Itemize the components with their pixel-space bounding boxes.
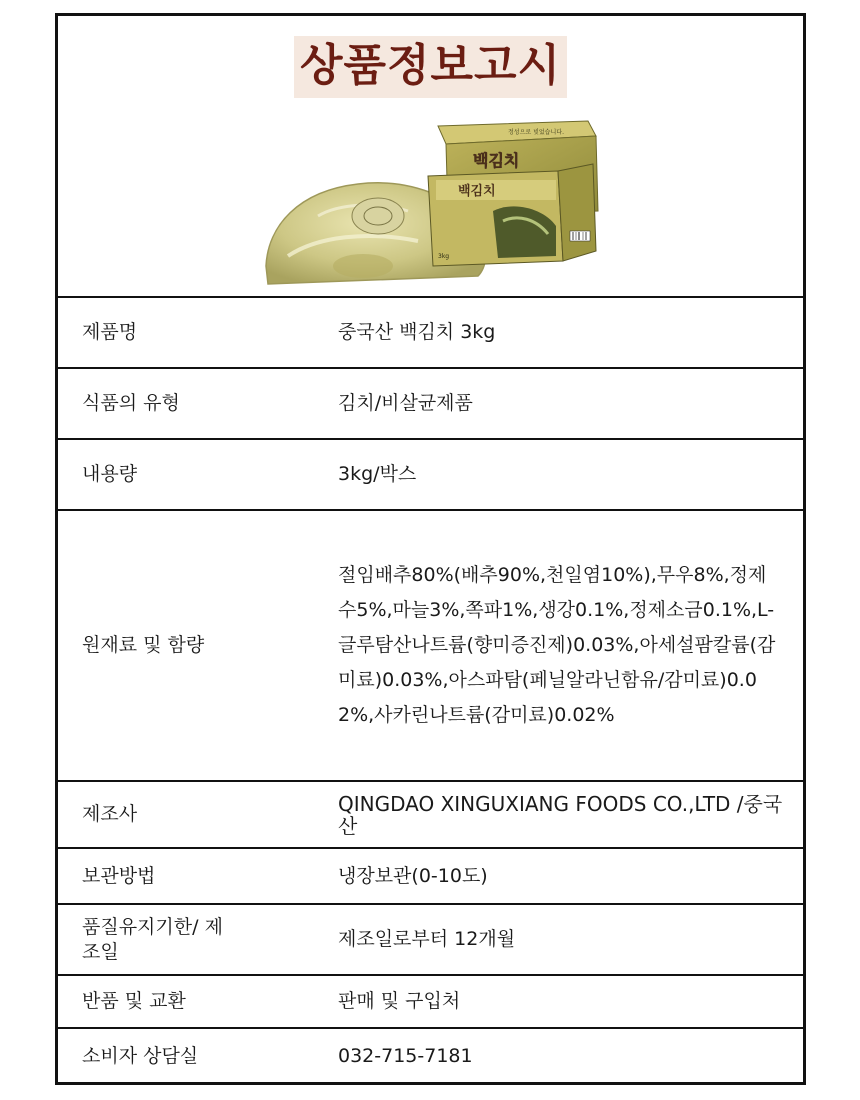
row-storage	[58, 849, 803, 905]
row-product-name	[58, 298, 803, 369]
row-return-exchange	[58, 976, 803, 1029]
svg-text:백김치: 백김치	[458, 184, 496, 199]
row-label: 반품 및 교환	[82, 990, 186, 1012]
row-label: 식품의 유형	[82, 392, 180, 414]
row-label: 보관방법	[82, 864, 156, 887]
row-value: 중국산 백김치 3kg	[338, 321, 496, 343]
row-content-amount	[58, 440, 803, 511]
row-value: 냉장보관(0-10도)	[338, 864, 488, 887]
row-manufacturer	[58, 782, 803, 849]
product-image	[258, 116, 603, 286]
row-label: 제조사	[82, 803, 138, 825]
row-value: 032-715-7181	[338, 1045, 473, 1067]
product-info-sheet	[55, 13, 806, 1085]
row-label: 품질유지기한/ 제조일	[82, 915, 223, 963]
row-label: 내용량	[82, 463, 138, 485]
row-ingredients	[58, 511, 803, 782]
header-section	[58, 16, 803, 298]
svg-text:백김치: 백김치	[473, 151, 520, 170]
row-value: 판매 및 구입처	[338, 990, 461, 1012]
row-label: 원재료 및 함량	[82, 634, 205, 656]
row-value: QINGDAO XINGUXIANG FOODS CO.,LTD /중국산	[338, 791, 783, 838]
row-customer-service	[58, 1029, 803, 1084]
page-title: 상품정보고시	[294, 36, 567, 98]
svg-text:3kg: 3kg	[438, 253, 450, 260]
row-value: 제조일로부터 12개월	[338, 928, 516, 950]
svg-text:정성으로 빚었습니다.: 정성으로 빚었습니다.	[508, 129, 564, 136]
kimchi-box-graphic	[428, 121, 598, 266]
row-value: 절임배추80%(배추90%,천일염10%),무우8%,정제수5%,마늘3%,쪽파1%,생강0.1%,정제소금0.1%,L-글루탐산나트륨(향미증진제)0.03%,아세설팜칼륨(감미료)0.03%,아스파탐(페닐알라닌함유/감미료)0.02%,사카린나트륨(감미료)0.02%	[338, 564, 776, 726]
row-food-type	[58, 369, 803, 440]
row-value: 3kg/박스	[338, 463, 417, 485]
row-label: 제품명	[82, 321, 138, 343]
row-value: 김치/비살균제품	[338, 392, 473, 414]
row-shelf-life	[58, 905, 803, 976]
row-label: 소비자 상담실	[82, 1045, 199, 1067]
title-wrap	[58, 36, 803, 98]
